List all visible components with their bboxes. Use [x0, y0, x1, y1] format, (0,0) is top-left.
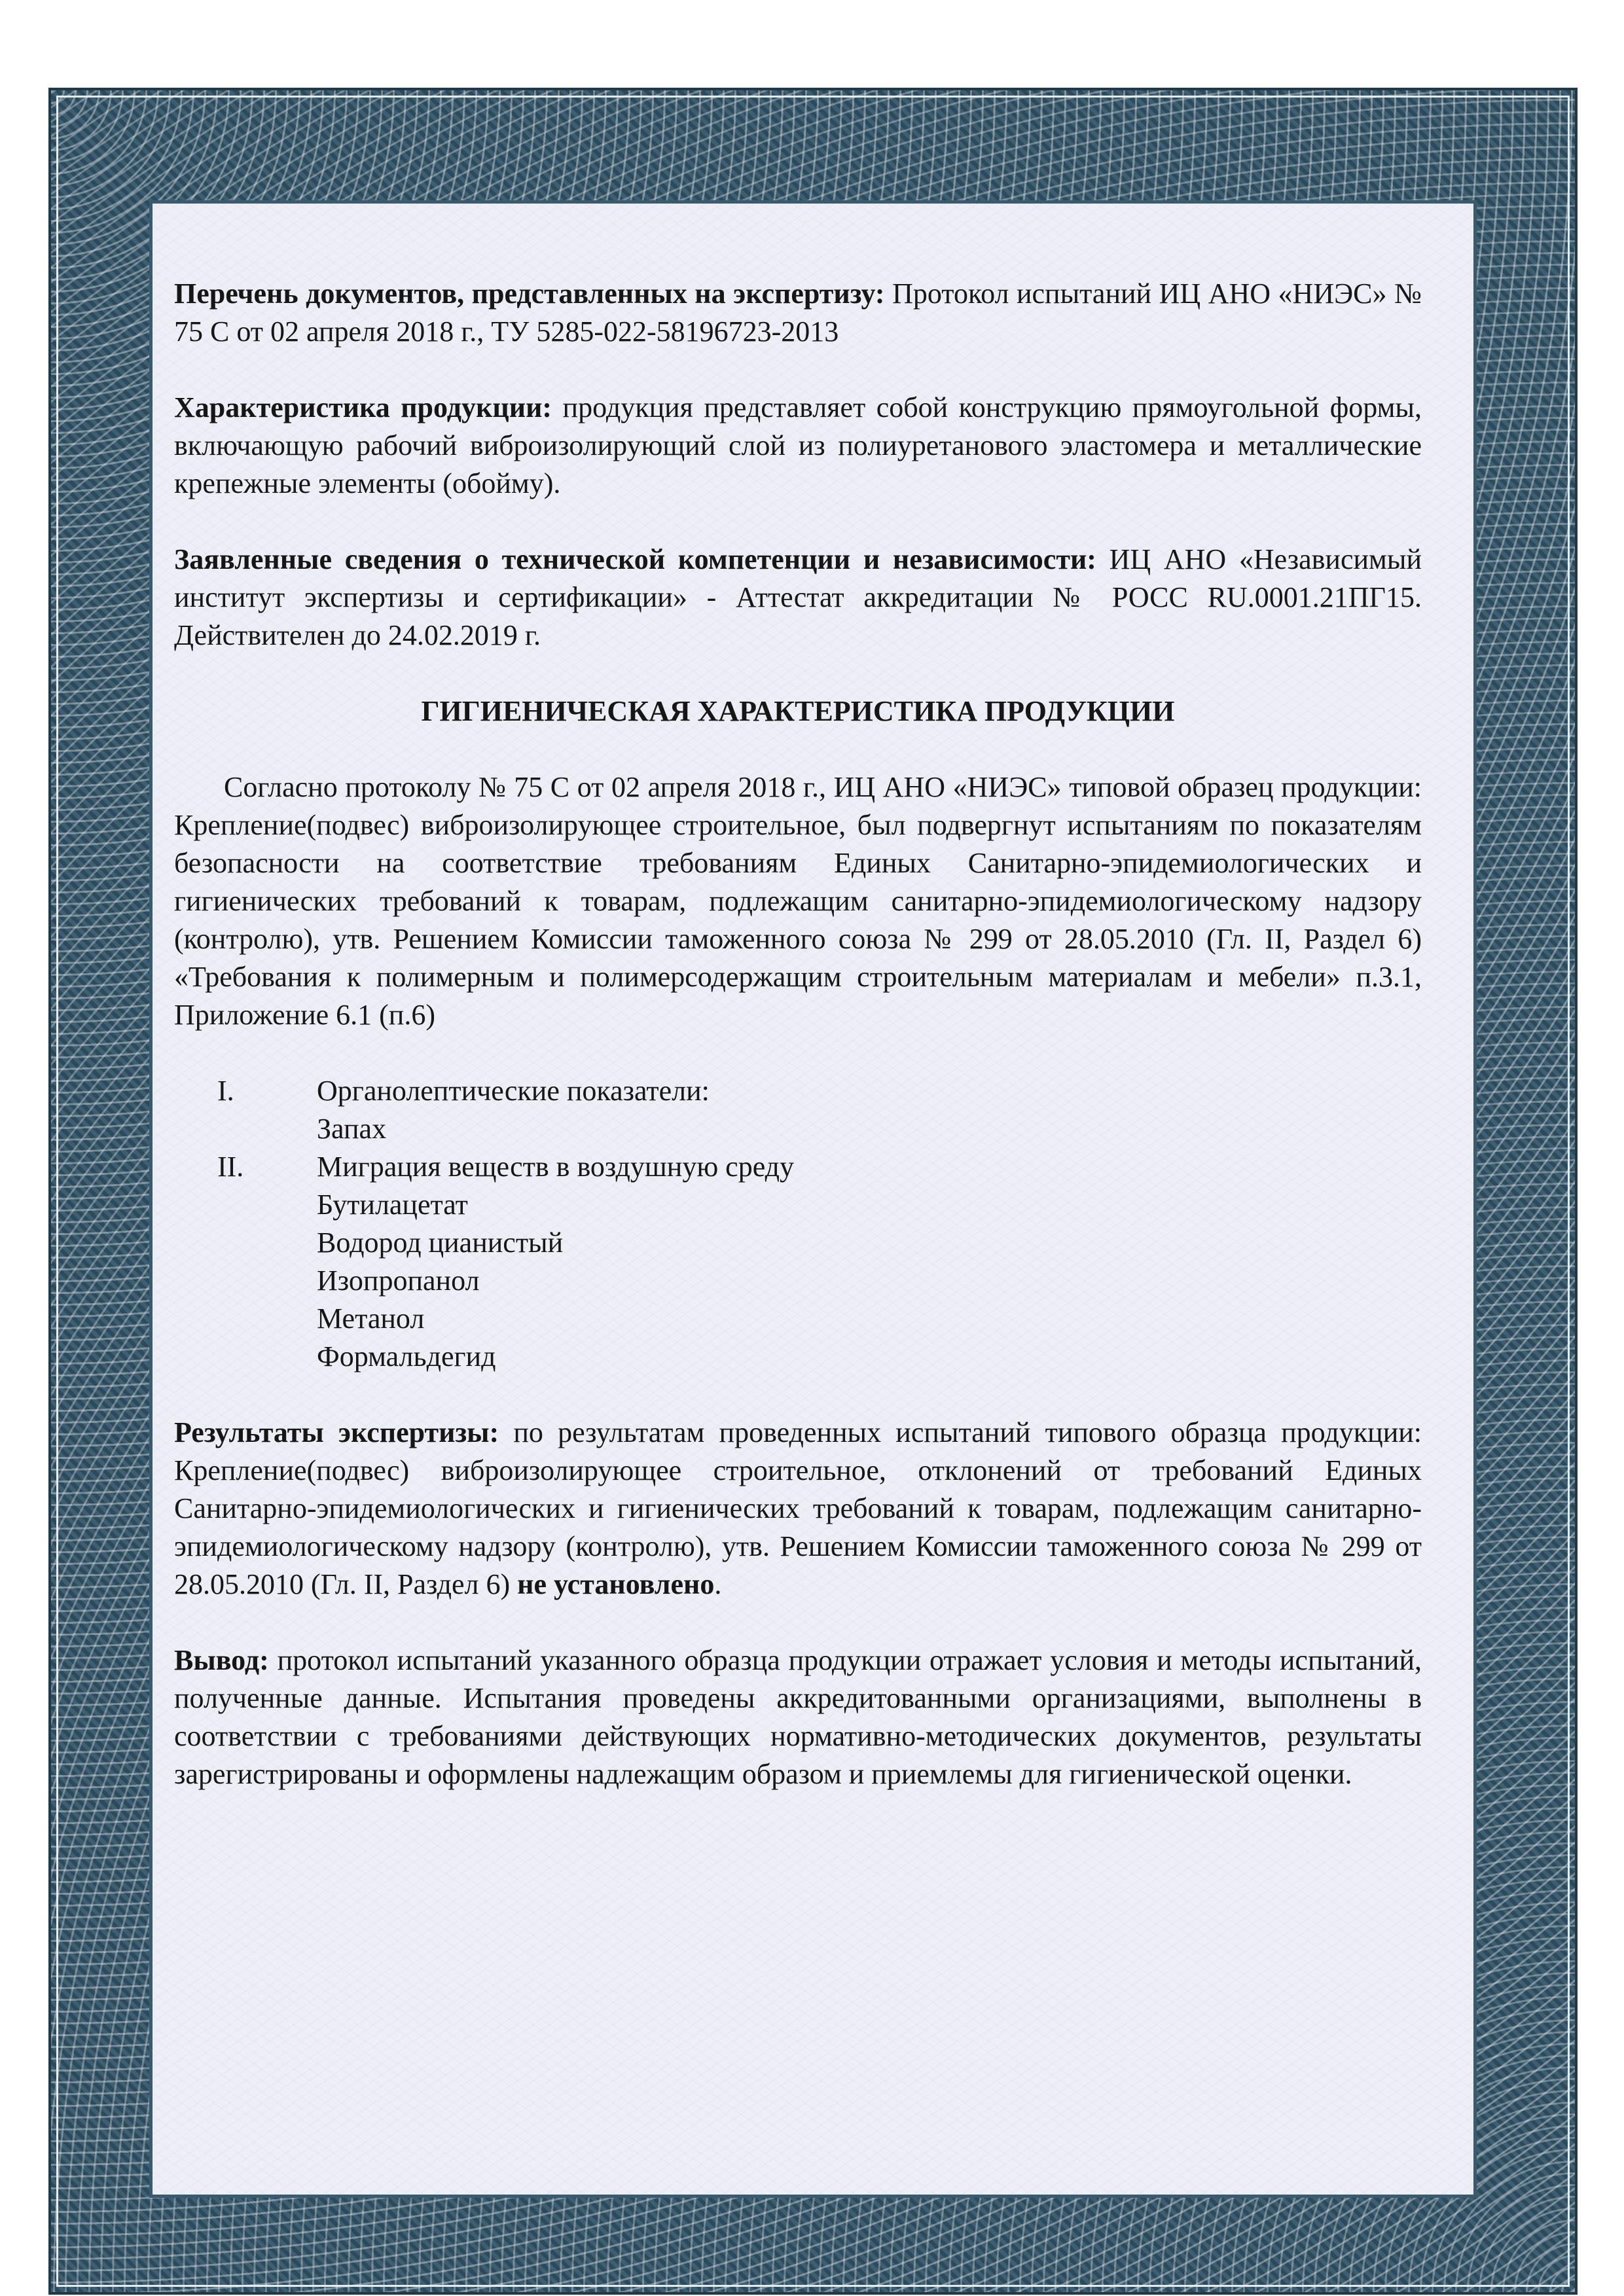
characteristic-paragraph — [174, 389, 1422, 503]
results-label: Результаты экспертизы: — [174, 1416, 499, 1448]
competence-label: Заявленные сведения о технической компетенции и независимости: — [174, 543, 1096, 575]
results-emphasis: не установлено — [517, 1568, 715, 1600]
document-body — [174, 275, 1422, 1793]
documents-paragraph — [174, 275, 1422, 351]
conclusion-text: протокол испытаний указанного образца продукции отражает условия и методы испытаний, полученные данные. Испытания проведены аккредитованными организациями, выполнены в соответствии с требованиями действующих нормативно-методических документов, результаты зарегистрированы и оформлены надлежащим образом и приемлемы для гигиенической оценки. — [174, 1644, 1422, 1790]
section-heading: ГИГИЕНИЧЕСКАЯ ХАРАКТЕРИСТИКА ПРОДУКЦИИ — [421, 695, 1175, 727]
indicator-list — [174, 1072, 1422, 1376]
characteristic-text: продукция представляет собой конструкцию прямоугольной формы, включающую рабочий виброизолирующий слой из полиуретанового эластомера и металлические крепежные элементы (обойму). — [174, 391, 1422, 499]
indicator-item: Изопропанол — [317, 1265, 480, 1297]
protocol-paragraph: Согласно протоколу № 75 С от 02 апреля 2018 г., ИЦ АНО «НИЭС» типовой образец продукции: Крепление(подвес) виброизолирующее строительное, был подвергнут испытаниям по показателям безопасности на соответствие требованиям Единых Санитарно-эпидемиологических и гигиенических требований к товарам, подлежащим санитарно-эпидемиологическому надзору (контролю), утв. Решением Комиссии таможенного союза № 299 от 28.05.2010 (Гл. II, Раздел 6) «Требования к полимерным и полимерсодержащим строительным материалам и мебели» п.3.1, Приложение 6.1 (п.6) — [174, 771, 1422, 1031]
conclusion-paragraph — [174, 1641, 1422, 1793]
indicator-title: Органолептические показатели: — [317, 1075, 710, 1107]
indicator-item: Запах — [317, 1113, 387, 1145]
indicator-item: Формальдегид — [317, 1340, 496, 1372]
indicator-title: Миграция веществ в воздушную среду — [317, 1151, 795, 1183]
conclusion-label: Вывод: — [174, 1644, 269, 1676]
indicator-item: Бутилацетат — [317, 1189, 468, 1221]
results-text: по результатам проведенных испытаний типового образца продукции: Крепление(подвес) виброизолирующее строительное, отклонений от требований Единых Санитарно-эпидемиологических и гигиенических требований к товарам, подлежащим санитарно-эпидемиологическому надзору (контролю), утв. Решением Комиссии таможенного союза № 299 от 28.05.2010 (Гл. II, Раздел 6) — [174, 1416, 1422, 1600]
results-paragraph — [174, 1414, 1422, 1604]
documents-label: Перечень документов, представленных на экспертизу: — [174, 278, 885, 310]
indicator-item: Метанол — [317, 1302, 425, 1335]
indicator-item: Водород цианистый — [317, 1227, 564, 1259]
documents-text: Протокол испытаний ИЦ АНО «НИЭС» № 75 С от 02 апреля 2018 г., ТУ 5285-022-58196723-2013 — [174, 278, 1422, 348]
indicator-number: II. — [217, 1151, 244, 1183]
results-end: . — [714, 1568, 722, 1600]
characteristic-label: Характеристика продукции: — [174, 391, 552, 423]
indicator-group — [174, 1072, 1422, 1148]
competence-text: ИЦ АНО «Независимый институт экспертизы и сертификации» - Аттестат аккредитации № РОСС RU.0001.21ПГ15. Действителен до 24.02.2019 г. — [174, 543, 1422, 651]
competence-paragraph — [174, 541, 1422, 655]
indicator-number: I. — [217, 1075, 234, 1107]
indicator-group — [174, 1148, 1422, 1376]
